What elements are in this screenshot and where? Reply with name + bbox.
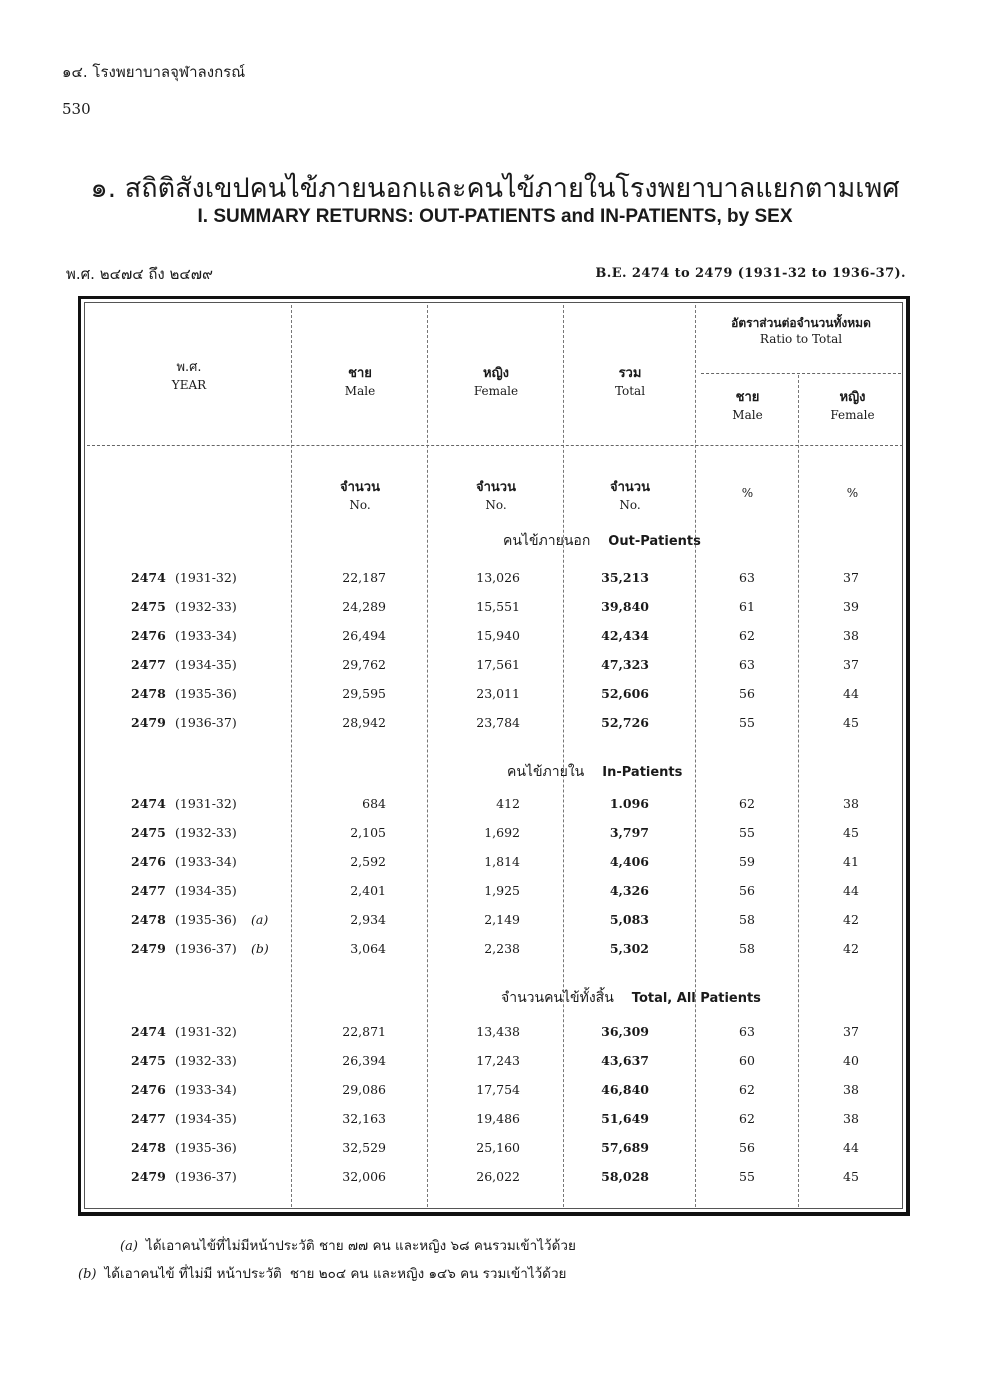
male-percent: 56 — [739, 686, 755, 701]
female-count: 23,784 — [476, 715, 520, 730]
year-be: 2474 — [131, 570, 166, 585]
year-be: 2475 — [131, 599, 166, 614]
footnote-b — [78, 1262, 566, 1284]
year-be: 2475 — [131, 825, 166, 840]
year-be: 2478 — [131, 686, 166, 701]
total-count: 1.096 — [609, 796, 649, 811]
total-count: 52,726 — [601, 715, 649, 730]
table-row — [81, 599, 907, 619]
male-count: 684 — [362, 796, 386, 811]
year-ce: (1936-37) — [175, 941, 237, 956]
female-percent: 37 — [843, 570, 859, 585]
header-year-thai: พ.ศ. — [176, 360, 202, 375]
male-percent: 62 — [739, 1082, 755, 1097]
female-count: 15,940 — [476, 628, 520, 643]
year-be: 2478 — [131, 912, 166, 927]
female-count: 1,814 — [484, 854, 520, 869]
total-count: 51,649 — [601, 1111, 649, 1126]
header-total-thai: รวม — [618, 366, 642, 381]
female-count: 26,022 — [476, 1169, 520, 1184]
year-ce: (1935-36) — [175, 686, 237, 701]
header-year-english: YEAR — [171, 377, 207, 392]
table-row — [81, 1169, 907, 1189]
year-be: 2476 — [131, 854, 166, 869]
total-count: 46,840 — [601, 1082, 649, 1097]
unit-count-english: No. — [619, 497, 641, 512]
table-row — [81, 825, 907, 845]
unit-count-english: No. — [349, 497, 371, 512]
year-ce: (1933-34) — [175, 854, 237, 869]
female-percent: 44 — [843, 1140, 859, 1155]
male-count: 22,871 — [342, 1024, 386, 1039]
row-note: (a) — [251, 912, 269, 927]
table-row — [81, 1111, 907, 1131]
female-percent: 38 — [843, 1111, 859, 1126]
total-count: 5,302 — [609, 941, 649, 956]
section-title-english: In-Patients — [602, 765, 683, 780]
header-rule — [701, 373, 901, 374]
male-percent: 63 — [739, 1024, 755, 1039]
female-percent: 45 — [843, 715, 859, 730]
male-count: 26,494 — [342, 628, 386, 643]
year-ce: (1931-32) — [175, 1024, 237, 1039]
section-title-out-patients — [503, 530, 701, 552]
unit-percent: % — [846, 486, 859, 500]
header-male-english: Male — [344, 383, 376, 398]
total-count: 43,637 — [601, 1053, 649, 1068]
year-ce: (1933-34) — [175, 628, 237, 643]
year-ce: (1934-35) — [175, 1111, 237, 1126]
period-english: B.E. 2474 to 2479 (1931-32 to 1936-37). — [595, 266, 906, 281]
year-be: 2477 — [131, 883, 166, 898]
female-percent: 42 — [843, 912, 859, 927]
female-percent: 45 — [843, 825, 859, 840]
unit-total — [565, 479, 695, 513]
year-be: 2479 — [131, 1169, 166, 1184]
year-ce: (1934-35) — [175, 883, 237, 898]
total-count: 39,840 — [601, 599, 649, 614]
section-title-thai: คนไข้ภายใน — [507, 764, 585, 780]
year-be: 2479 — [131, 715, 166, 730]
male-count: 29,762 — [342, 657, 386, 672]
year-ce: (1932-33) — [175, 1053, 237, 1068]
header-ratio-female-thai: หญิง — [839, 390, 866, 405]
total-count: 58,028 — [601, 1169, 649, 1184]
year-ce: (1935-36) — [175, 912, 237, 927]
female-count: 17,243 — [476, 1053, 520, 1068]
male-percent: 58 — [739, 912, 755, 927]
female-count: 412 — [496, 796, 520, 811]
page-number: 530 — [62, 100, 91, 118]
female-count: 19,486 — [476, 1111, 520, 1126]
female-count: 17,754 — [476, 1082, 520, 1097]
female-percent: 38 — [843, 1082, 859, 1097]
female-percent: 42 — [843, 941, 859, 956]
female-percent: 38 — [843, 628, 859, 643]
header-year — [87, 359, 291, 393]
total-count: 4,406 — [609, 854, 649, 869]
section-title-thai: จำนวนคนไข้ทั้งสิ้น — [501, 990, 614, 1006]
male-count: 2,592 — [350, 854, 386, 869]
male-percent: 62 — [739, 628, 755, 643]
total-count: 4,326 — [609, 883, 649, 898]
table-row — [81, 1140, 907, 1160]
male-percent: 63 — [739, 657, 755, 672]
section-title-in-patients — [507, 761, 682, 783]
year-ce: (1932-33) — [175, 825, 237, 840]
section-title-english: Out-Patients — [608, 534, 701, 549]
female-percent: 37 — [843, 657, 859, 672]
unit-count-thai: จำนวน — [610, 480, 650, 495]
female-count: 1,692 — [484, 825, 520, 840]
female-percent: 39 — [843, 599, 859, 614]
female-percent: 40 — [843, 1053, 859, 1068]
year-be: 2478 — [131, 1140, 166, 1155]
male-percent: 62 — [739, 1111, 755, 1126]
header-ratio-male-thai: ชาย — [735, 390, 760, 405]
year-ce: (1931-32) — [175, 570, 237, 585]
year-ce: (1932-33) — [175, 599, 237, 614]
header-male — [293, 365, 427, 399]
header-male-thai: ชาย — [348, 366, 372, 381]
table-row — [81, 1024, 907, 1044]
header-total — [565, 365, 695, 399]
header-ratio-english: Ratio to Total — [759, 332, 843, 347]
male-count: 29,086 — [342, 1082, 386, 1097]
unit-pct-female — [800, 485, 905, 501]
year-ce: (1931-32) — [175, 796, 237, 811]
year-ce: (1933-34) — [175, 1082, 237, 1097]
footnote-b-text: ได้เอาคนไข้ ที่ไม่มี หน้าประวัติ — [104, 1266, 282, 1282]
header-ratio — [697, 315, 905, 347]
running-head: ๑๔. โรงพยาบาลจุฬาลงกรณ์ — [62, 63, 246, 81]
male-count: 32,006 — [342, 1169, 386, 1184]
female-count: 17,561 — [476, 657, 520, 672]
male-percent: 55 — [739, 1169, 755, 1184]
female-count: 13,026 — [476, 570, 520, 585]
table-row — [81, 657, 907, 677]
total-count: 5,083 — [609, 912, 649, 927]
year-ce: (1934-35) — [175, 657, 237, 672]
header-rule — [87, 445, 903, 446]
title-thai: ๑. สถิติสังเขปคนไข้ภายนอกและคนไข้ภายในโรงพยาบาลแยกตามเพศ — [90, 173, 900, 204]
female-count: 15,551 — [476, 599, 520, 614]
male-count: 22,187 — [342, 570, 386, 585]
unit-female — [429, 479, 563, 513]
total-count: 57,689 — [601, 1140, 649, 1155]
male-percent: 60 — [739, 1053, 755, 1068]
male-percent: 55 — [739, 715, 755, 730]
male-count: 2,401 — [350, 883, 386, 898]
year-be: 2477 — [131, 657, 166, 672]
female-count: 2,149 — [484, 912, 520, 927]
year-be: 2474 — [131, 1024, 166, 1039]
table-row — [81, 883, 907, 903]
header-ratio-female — [800, 389, 905, 423]
table-row — [81, 796, 907, 816]
footnote-a-mark: (a) — [120, 1239, 138, 1254]
footnote-b-continued: ชาย ๒๐๔ คน และหญิง ๑๔๖ คน รวมเข้าไว้ด้วย — [289, 1266, 567, 1282]
header-female-english: Female — [473, 383, 519, 398]
footnote-a — [120, 1234, 576, 1256]
male-count: 2,934 — [350, 912, 386, 927]
table-row — [81, 570, 907, 590]
table-row — [81, 854, 907, 874]
total-count: 42,434 — [601, 628, 649, 643]
male-percent: 61 — [739, 599, 755, 614]
section-title-total — [501, 987, 761, 1009]
male-count: 24,289 — [342, 599, 386, 614]
footnote-b-mark: (b) — [78, 1267, 97, 1282]
unit-percent: % — [741, 486, 754, 500]
year-ce: (1936-37) — [175, 715, 237, 730]
header-female-thai: หญิง — [483, 366, 509, 381]
unit-pct-male — [697, 485, 798, 501]
male-percent: 55 — [739, 825, 755, 840]
period-thai: พ.ศ. ๒๔๗๔ ถึง ๒๔๗๙ — [66, 265, 214, 283]
male-count: 28,942 — [342, 715, 386, 730]
year-ce: (1935-36) — [175, 1140, 237, 1155]
unit-count-english: No. — [485, 497, 507, 512]
male-count: 32,529 — [342, 1140, 386, 1155]
header-ratio-male — [697, 389, 798, 423]
female-percent: 44 — [843, 686, 859, 701]
male-percent: 62 — [739, 796, 755, 811]
header-total-english: Total — [614, 383, 646, 398]
male-count: 2,105 — [350, 825, 386, 840]
table-row — [81, 1053, 907, 1073]
total-count: 35,213 — [601, 570, 649, 585]
unit-count-thai: จำนวน — [476, 480, 516, 495]
female-percent: 41 — [843, 854, 859, 869]
table-row — [81, 628, 907, 648]
female-percent: 44 — [843, 883, 859, 898]
row-note: (b) — [251, 941, 269, 956]
title-english: I. SUMMARY RETURNS: OUT-PATIENTS and IN-PATIENTS, by SEX — [197, 206, 793, 227]
male-percent: 58 — [739, 941, 755, 956]
year-be: 2477 — [131, 1111, 166, 1126]
year-ce: (1936-37) — [175, 1169, 237, 1184]
header-ratio-female-english: Female — [830, 407, 875, 422]
male-percent: 59 — [739, 854, 755, 869]
year-be: 2474 — [131, 796, 166, 811]
female-percent: 45 — [843, 1169, 859, 1184]
year-be: 2475 — [131, 1053, 166, 1068]
female-count: 2,238 — [484, 941, 520, 956]
male-count: 3,064 — [350, 941, 386, 956]
table-row — [81, 715, 907, 735]
male-percent: 63 — [739, 570, 755, 585]
header-ratio-thai: อัตราส่วนต่อจำนวนทั้งหมด — [731, 316, 871, 330]
unit-male — [293, 479, 427, 513]
year-be: 2476 — [131, 628, 166, 643]
female-percent: 37 — [843, 1024, 859, 1039]
total-count: 3,797 — [609, 825, 649, 840]
male-count: 26,394 — [342, 1053, 386, 1068]
table-row — [81, 941, 907, 961]
female-count: 13,438 — [476, 1024, 520, 1039]
table-row — [81, 686, 907, 706]
female-percent: 38 — [843, 796, 859, 811]
year-be: 2479 — [131, 941, 166, 956]
male-count: 29,595 — [342, 686, 386, 701]
male-count: 32,163 — [342, 1111, 386, 1126]
header-ratio-male-english: Male — [732, 407, 763, 422]
female-count: 1,925 — [484, 883, 520, 898]
total-count: 52,606 — [601, 686, 649, 701]
female-count: 23,011 — [476, 686, 520, 701]
total-count: 47,323 — [601, 657, 649, 672]
table-row — [81, 1082, 907, 1102]
male-percent: 56 — [739, 1140, 755, 1155]
header-female — [429, 365, 563, 399]
year-be: 2476 — [131, 1082, 166, 1097]
unit-count-thai: จำนวน — [340, 480, 380, 495]
table-row — [81, 912, 907, 932]
footnote-a-text: ได้เอาคนไข้ที่ไม่มีหน้าประวัติ ชาย ๗๗ คน และหญิง ๖๘ คนรวมเข้าไว้ด้วย — [145, 1238, 576, 1254]
female-count: 25,160 — [476, 1140, 520, 1155]
section-title-thai: คนไข้ภายนอก — [503, 533, 591, 549]
male-percent: 56 — [739, 883, 755, 898]
section-title-english: Total, All Patients — [631, 991, 761, 1006]
total-count: 36,309 — [601, 1024, 649, 1039]
statistics-table — [78, 296, 910, 1216]
